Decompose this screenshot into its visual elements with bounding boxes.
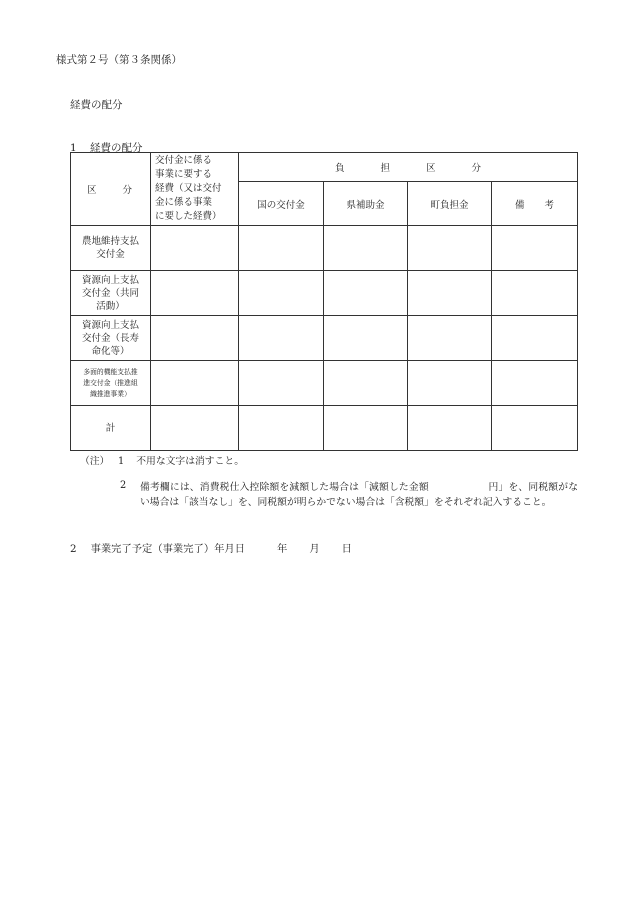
cell-project-cost[interactable] [151,406,239,451]
row-label-line: 交付金（長寿 [81,332,139,344]
header-burden-char: 担 [380,163,390,174]
cell-project-cost[interactable] [151,226,239,271]
section-2-label: 事業完了予定（事業完了）年月日 [90,543,246,555]
cell-remarks[interactable] [492,226,578,271]
row-label-line: 命化等） [91,345,130,357]
cell-remarks[interactable] [492,271,578,316]
day-label: 日 [341,543,352,555]
cell-national[interactable] [239,226,324,271]
header-remarks-char: 備 [514,199,525,211]
header-project-cost [151,153,239,226]
row-label [71,271,151,316]
row-label-line: 多面的機能支払推 [83,367,138,376]
note-text: 備考欄には、消費税仕入控除額を減額した場合は「減額した金額 円」を、同税額がない場合は「該当なし」を、同税額が明らかでない場合は「含税額」をそれぞれ記入すること。 [140,482,578,508]
header-project-cost-line: 金に係る事業 [155,197,213,208]
header-remarks-char: 考 [544,199,555,211]
table-row-total [71,406,578,451]
cell-project-cost[interactable] [151,316,239,361]
row-label [71,226,151,271]
cell-prefecture[interactable] [324,316,408,361]
cell-national[interactable] [239,406,324,451]
table-row [71,271,578,316]
cell-town[interactable] [408,406,492,451]
cell-prefecture[interactable] [324,361,408,406]
header-town-burden: 町負担金 [408,182,492,226]
section-1-number: 1 [70,142,77,154]
month-label: 月 [309,543,320,555]
cell-prefecture[interactable] [324,271,408,316]
header-project-cost-line: 経費（又は交付 [155,183,222,194]
row-label-line: 活動） [96,300,125,312]
header-project-cost-line: 交付金に係る [155,155,213,166]
row-label-total [71,406,151,451]
cell-prefecture[interactable] [324,226,408,271]
header-burden-char: 負 [334,163,345,174]
cell-town[interactable] [408,361,492,406]
row-label-line: 資源向上支払 [81,319,139,331]
cell-town[interactable] [408,316,492,361]
table-row [71,226,578,271]
cell-national[interactable] [239,271,324,316]
section-2-completion-date [70,540,352,555]
row-label-line: 進交付金（推進組 [83,378,138,387]
header-project-cost-line: 事業に要する [155,169,213,180]
cell-national[interactable] [239,316,324,361]
header-category-char-2: 分 [122,185,135,196]
cell-national[interactable] [239,361,324,406]
cell-remarks[interactable] [492,361,578,406]
header-burden-char: 分 [471,163,482,174]
row-label-line: 資源向上支払 [81,274,139,286]
header-burden-category [239,153,578,182]
header-category-char-1: 区 [86,185,99,196]
row-label-line: 交付金（共同 [81,287,139,299]
row-label [71,316,151,361]
cell-project-cost[interactable] [151,271,239,316]
row-label-line: 交付金 [96,249,125,260]
cell-project-cost[interactable] [151,361,239,406]
row-label-line: 織推進事業） [90,389,131,398]
document-title: 経費の配分 [70,99,123,111]
cell-town[interactable] [408,271,492,316]
header-remarks [492,182,578,226]
header-prefecture-subsidy: 県補助金 [324,182,408,226]
cell-remarks[interactable] [492,316,578,361]
table-row [71,316,578,361]
note-number: 1 [118,456,125,467]
budget-allocation-table [70,152,578,451]
cell-prefecture[interactable] [324,406,408,451]
header-national-grant: 国の交付金 [239,182,324,226]
row-label-line: 計 [105,422,116,434]
section-2-number: 2 [70,543,77,555]
row-label [71,361,151,406]
header-project-cost-line: に要した経費） [155,211,222,222]
notes-heading: （注） [80,456,110,467]
year-label: 年 [277,543,288,555]
header-burden-char: 区 [426,163,436,174]
note-text: 不用な文字は消すこと。 [136,456,244,467]
cell-remarks[interactable] [492,406,578,451]
header-category [71,153,151,226]
row-label-line: 農地維持支払 [81,236,139,247]
note-number: 2 [120,480,127,491]
table-row [71,361,578,406]
note-item-1 [118,453,244,467]
form-number: 様式第２号（第３条関係） [56,54,182,66]
section-1-title: 経費の配分 [90,142,143,154]
cell-town[interactable] [408,226,492,271]
